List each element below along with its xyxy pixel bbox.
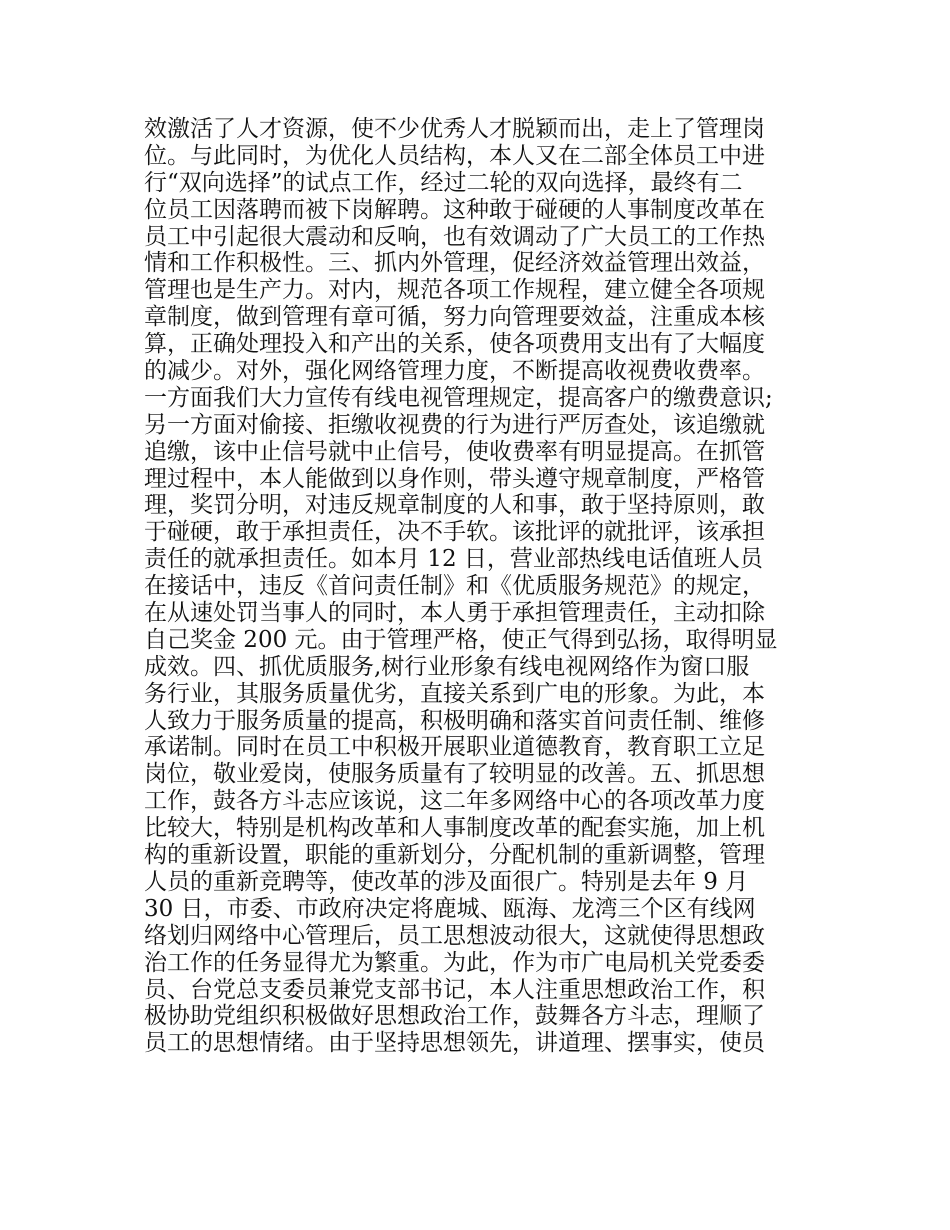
text-line: 人致力于服务质量的提高，积极明确和落实首问责任制、维修 — [144, 707, 765, 734]
text-line: 成效。四、抓优质服务,树行业形象有线电视网络作为窗口服 — [144, 653, 750, 680]
text-line: 责任的就承担责任。如本月 12 日，营业部热线电话值班人员 — [144, 546, 763, 573]
text-line: 一方面我们大力宣传有线电视管理规定，提高客户的缴费意识; — [144, 384, 773, 411]
body-text — [144, 116, 824, 1057]
text-line: 构的重新设置，职能的重新划分，分配机制的重新调整，管理 — [144, 842, 765, 869]
text-line: 情和工作积极性。三、抓内外管理，促经济效益管理出效益， — [144, 250, 765, 277]
text-line: 追缴，该中止信号就中止信号，使收费率有明显提高。在抓管 — [144, 438, 765, 465]
text-line: 在接话中，违反《首问责任制》和《优质服务规范》的规定， — [144, 573, 765, 600]
text-line: 位员工因落聘而被下岗解聘。这种敢于碰硬的人事制度改革在 — [144, 196, 765, 223]
text-line: 员、台党总支委员兼党支部书记，本人注重思想政治工作，积 — [144, 976, 765, 1003]
text-line: 章制度，做到管理有章可循，努力向管理要效益，注重成本核 — [144, 304, 765, 331]
text-line: 位。与此同时，为优化人员结构，本人又在二部全体员工中进 — [144, 142, 765, 169]
text-line: 比较大，特别是机构改革和人事制度改革的配套实施，加上机 — [144, 815, 765, 842]
text-line: 另一方面对偷接、拒缴收视费的行为进行严厉查处，该追缴就 — [144, 411, 765, 438]
text-line: 承诺制。同时在员工中积极开展职业道德教育，教育职工立足 — [144, 734, 765, 761]
text-line: 务行业，其服务质量优劣，直接关系到广电的形象。为此，本 — [144, 680, 765, 707]
text-line: 算，正确处理投入和产出的关系，使各项费用支出有了大幅度 — [144, 331, 765, 358]
text-line: 行“双向选择”的试点工作，经过二轮的双向选择，最终有二 — [144, 169, 743, 196]
text-line: 效激活了人才资源，使不少优秀人才脱颖而出，走上了管理岗 — [144, 116, 765, 142]
text-line: 理过程中，本人能做到以身作则，带头遵守规章制度，严格管 — [144, 465, 765, 492]
text-line: 自己奖金 200 元。由于管理严格，使正气得到弘扬，取得明显 — [144, 626, 778, 653]
text-line: 30 日，市委、市政府决定将鹿城、瓯海、龙湾三个区有线网 — [144, 895, 756, 922]
text-line: 于碰硬，敢于承担责任，决不手软。该批评的就批评，该承担 — [144, 519, 765, 546]
text-line: 极协助党组织积极做好思想政治工作，鼓舞各方斗志，理顺了 — [144, 1003, 765, 1030]
text-line: 人员的重新竞聘等，使改革的涉及面很广。特别是去年 9 月 — [144, 868, 749, 895]
text-line: 理，奖罚分明，对违反规章制度的人和事，敢于坚持原则，敢 — [144, 492, 765, 519]
text-line: 络划归网络中心管理后，员工思想波动很大，这就使得思想政 — [144, 922, 765, 949]
text-line: 治工作的任务显得尤为繁重。为此，作为市广电局机关党委委 — [144, 949, 765, 976]
text-line: 员工中引起很大震动和反响，也有效调动了广大员工的工作热 — [144, 223, 765, 250]
text-line: 岗位，敬业爱岗，使服务质量有了较明显的改善。五、抓思想 — [144, 761, 765, 788]
text-line: 工作，鼓各方斗志应该说，这二年多网络中心的各项改革力度 — [144, 788, 765, 815]
text-line: 的减少。对外，强化网络管理力度，不断提高收视费收费率。 — [144, 358, 765, 385]
text-line: 员工的思想情绪。由于坚持思想领先，讲道理、摆事实，使员 — [144, 1030, 765, 1057]
text-line: 管理也是生产力。对内，规范各项工作规程，建立健全各项规 — [144, 277, 765, 304]
text-line: 在从速处罚当事人的同时，本人勇于承担管理责任，主动扣除 — [144, 600, 765, 627]
